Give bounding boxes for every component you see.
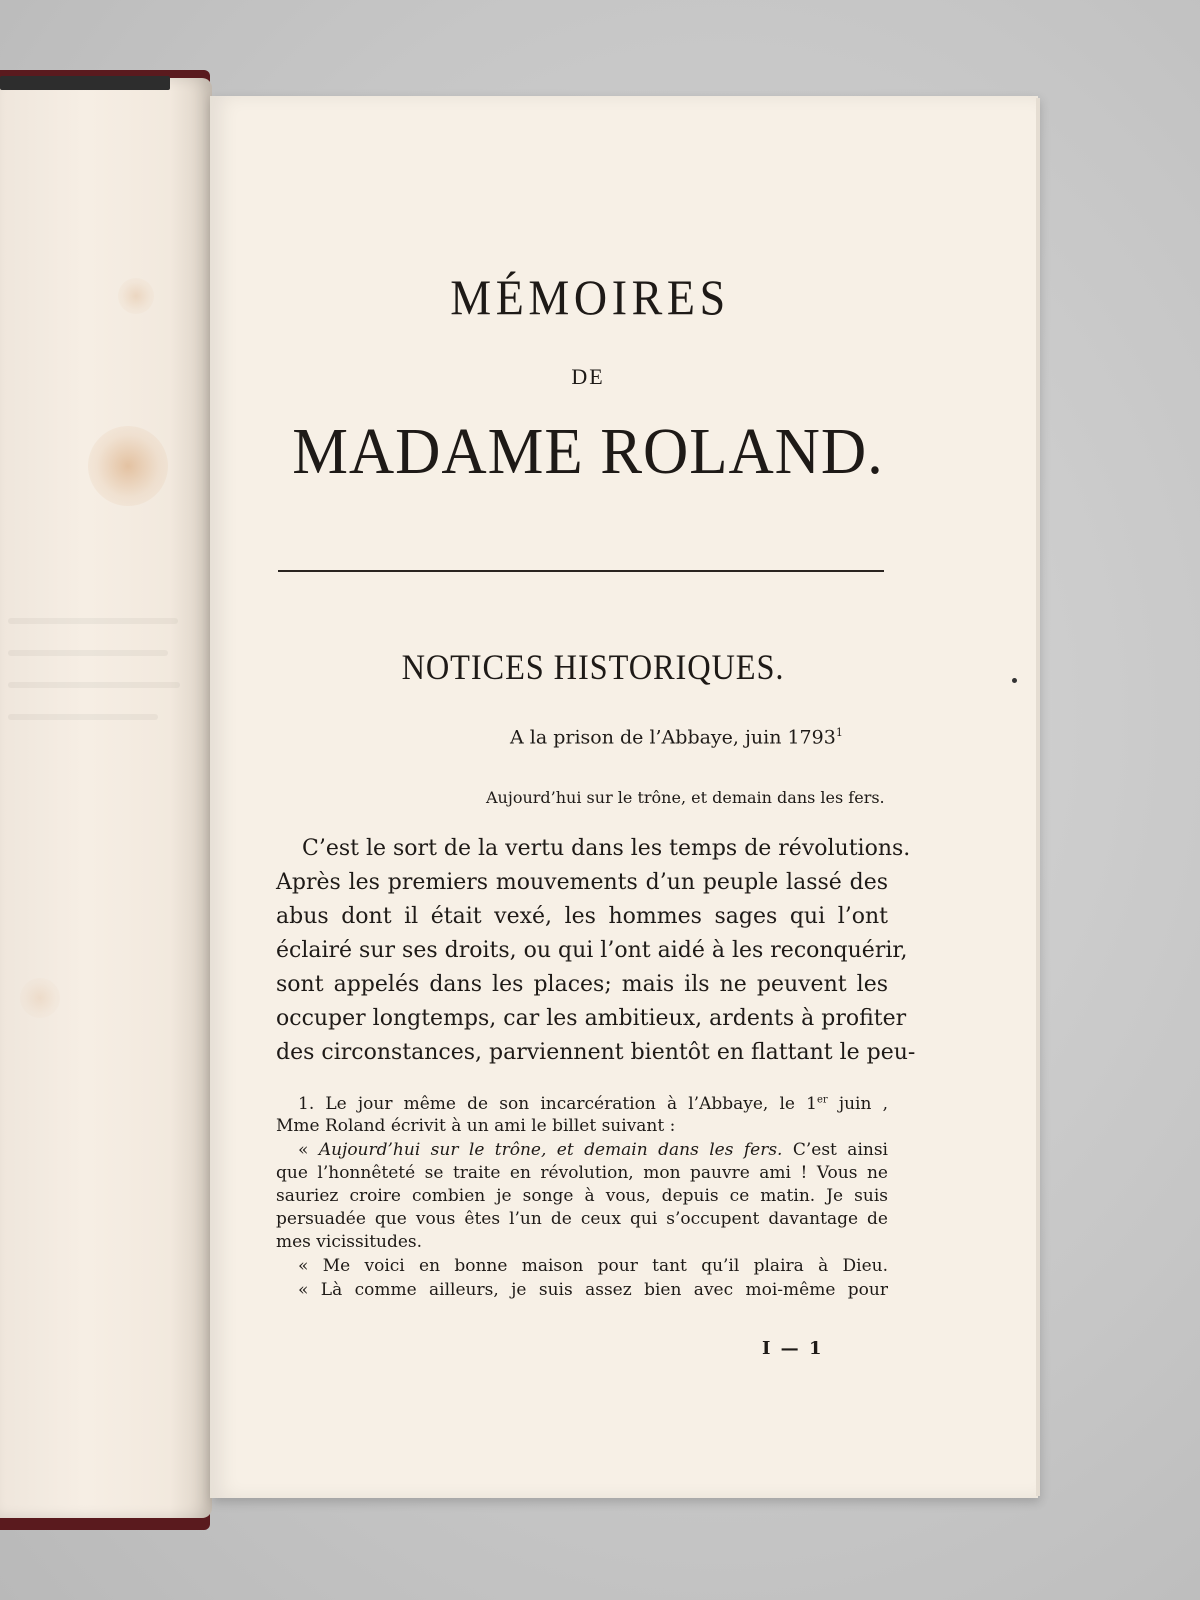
title-de: DE	[571, 364, 605, 389]
body-line: C’est le sort de la vertu dans les temps de révolutions.	[302, 836, 911, 861]
epigraph: Aujourd’hui sur le trône, et demain dans les fers.	[486, 788, 885, 807]
footnote-line: « Me voici en bonne maison pour tant qu’il plaira à Dieu.	[298, 1256, 888, 1276]
foxing-stain	[88, 426, 168, 506]
dateline	[510, 726, 843, 748]
footnote-superscript: er	[816, 1094, 828, 1106]
signature-mark: I — 1	[762, 1338, 824, 1359]
footnote-marker: 1	[835, 726, 843, 739]
stray-mark	[1012, 678, 1017, 683]
show-through-line	[8, 714, 158, 720]
show-through-line	[8, 618, 178, 624]
show-through-line	[8, 650, 168, 656]
dateline-text: A la prison de l’Abbaye, juin 1793	[510, 726, 836, 749]
body-line: des circonstances, parviennent bientôt en flattant le peu-	[276, 1040, 916, 1065]
footnote-line	[298, 1140, 888, 1160]
footnote-line: Mme Roland écrivit à un ami le billet suivant :	[276, 1116, 676, 1136]
footnote-line	[298, 1094, 888, 1114]
foxing-stain	[20, 978, 60, 1018]
headband	[0, 76, 170, 90]
footnote-line: mes vicissitudes.	[276, 1232, 423, 1252]
title-madame-roland: MADAME ROLAND.	[292, 415, 884, 488]
footnote-italic: Aujourd’hui sur le trône, et demain dans les fers.	[318, 1140, 783, 1160]
body-line: sont appelés dans les places; mais ils ne peuvent les	[276, 972, 888, 997]
title-rule	[278, 570, 884, 572]
foxing-stain	[118, 278, 154, 314]
footnote-line: sauriez croire combien je songe à vous, depuis ce matin. Je suis	[276, 1186, 888, 1206]
show-through-line	[8, 682, 180, 688]
footnote-text: «	[298, 1140, 319, 1160]
footnote-line: « Là comme ailleurs, je suis assez bien avec moi-même pour	[298, 1280, 888, 1300]
body-line: éclairé sur ses droits, ou qui l’ont aidé à les reconquérir,	[276, 938, 908, 963]
body-line: occuper longtemps, car les ambitieux, ardents à profiter	[276, 1006, 907, 1031]
body-line: Après les premiers mouvements d’un peuple lassé des	[276, 870, 888, 895]
title-memoires: MÉMOIRES	[450, 269, 730, 325]
footnote-line: persuadée que vous êtes l’un de ceux qui s’occupent davantage de	[276, 1209, 888, 1229]
footnote-text: juin ,	[827, 1094, 888, 1114]
body-line: abus dont il était vexé, les hommes sages qui l’ont	[276, 904, 888, 929]
footnote-text: 1. Le jour même de son incarcération à l’Abbaye, le 1	[298, 1094, 817, 1114]
footnote-line: que l’honnêteté se traite en révolution, mon pauvre ami ! Vous ne	[276, 1163, 888, 1183]
section-title: NOTICES HISTORIQUES.	[401, 647, 785, 687]
footnote-text: C’est ainsi	[782, 1140, 888, 1160]
left-page	[0, 78, 212, 1518]
page-edge	[1036, 98, 1040, 1496]
right-page	[210, 96, 1038, 1498]
